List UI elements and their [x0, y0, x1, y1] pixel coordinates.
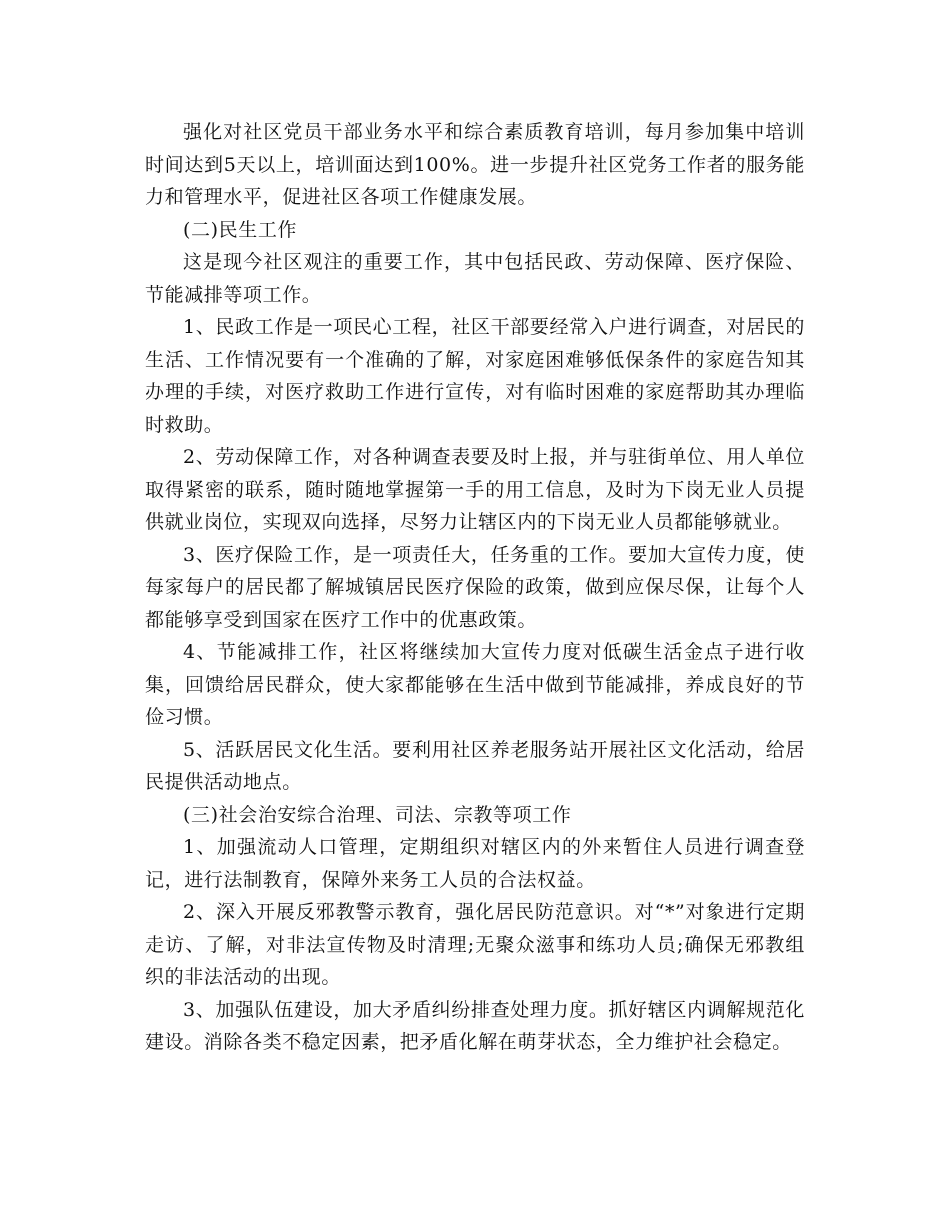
paragraph-labor-security: 2、劳动保障工作，对各种调查表要及时上报，并与驻街单位、用人单位取得紧密的联系，随时随地掌握第一手的用工信息，及时为下岗无业人员提供就业岗位，实现双向选择，尽努力让辖区内的下岗无业人员都能够就业。 — [145, 446, 805, 533]
paragraph-floating-population: 1、加强流动人口管理，定期组织对辖区内的外来暂住人员进行调查登记，进行法制教育，保障外来务工人员的合法权益。 — [145, 836, 805, 891]
paragraph-training: 强化对社区党员干部业务水平和综合素质教育培训，每月参加集中培训时间达到5天以上，培训面达到100%。进一步提升社区党务工作者的服务能力和管理水平，促进社区各项工作健康发展。 — [145, 121, 805, 208]
paragraph-livelihood-intro: 这是现今社区观注的重要工作，其中包括民政、劳动保障、医疗保险、节能减排等项工作。 — [145, 251, 805, 306]
paragraph-civil-affairs: 1、民政工作是一项民心工程，社区干部要经常入户进行调查，对居民的生活、工作情况要有一个准确的了解，对家庭困难够低保条件的家庭告知其办理的手续，对医疗救助工作进行宣传，对有临时困难的家庭帮助其办理临时救助。 — [145, 316, 805, 436]
section-heading-livelihood: (二)民生工作 — [183, 218, 298, 241]
paragraph-medical-insurance: 3、医疗保险工作，是一项责任大，任务重的工作。要加大宣传力度，使每家每户的居民都了解城镇居民医疗保险的政策，做到应保尽保，让每个人都能够享受到国家在医疗工作中的优惠政策。 — [145, 543, 805, 631]
section-heading-public-security: (三)社会治安综合治理、司法、宗教等项工作 — [183, 803, 572, 826]
paragraph-energy-saving: 4、节能减排工作，社区将继续加大宣传力度对低碳生活金点子进行收集，回馈给居民群众，使大家都能够在生活中做到节能减排，养成良好的节俭习惯。 — [145, 641, 805, 728]
paragraph-anti-cult-education: 2、深入开展反邪教警示教育，强化居民防范意识。对“*”对象进行定期走访、了解，对非法宣传物及时清理;无聚众滋事和练功人员;确保无邪教组织的非法活动的出现。 — [145, 901, 805, 988]
document-body — [145, 116, 805, 1059]
paragraph-cultural-life: 5、活跃居民文化生活。要利用社区养老服务站开展社区文化活动，给居民提供活动地点。 — [145, 738, 805, 793]
paragraph-team-building: 3、加强队伍建设，加大矛盾纠纷排查处理力度。抓好辖区内调解规范化建设。消除各类不稳定因素，把矛盾化解在萌芽状态，全力维护社会稳定。 — [145, 998, 805, 1053]
